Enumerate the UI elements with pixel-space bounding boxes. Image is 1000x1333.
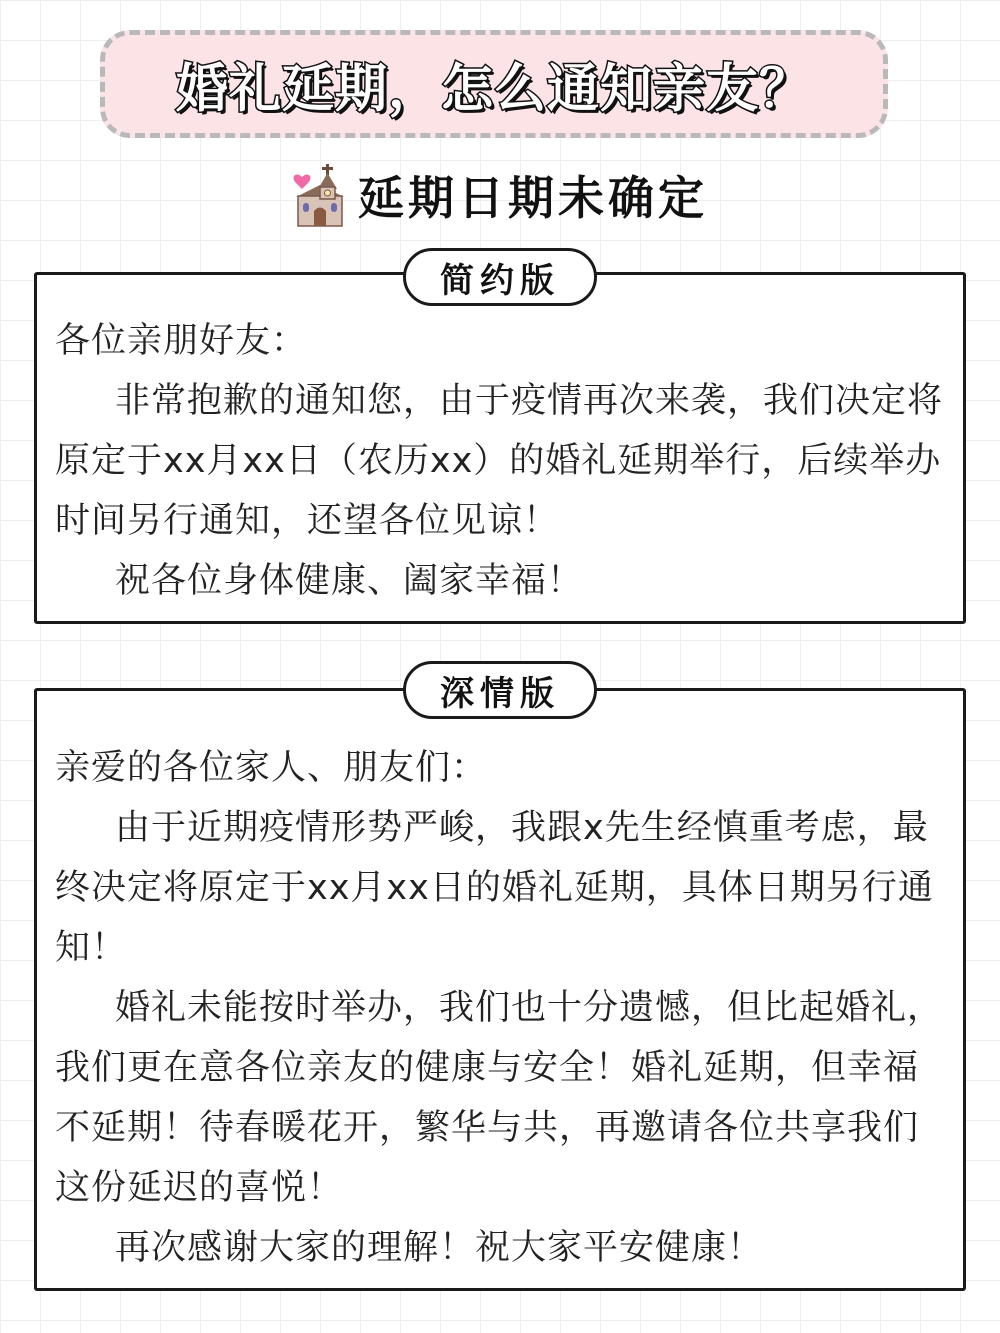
simple-paragraph: 祝各位身体健康、阖家幸福！ — [115, 561, 584, 601]
deep-paragraph: 由于近期疫情形势严峻，我跟x先生经慎重考虑，最终决定将原定于xx月xx日的婚礼延期，具体日期另行通知！ — [55, 808, 934, 968]
simple-paragraph: 非常抱歉的通知您，由于疫情再次来袭，我们决定将原定于xx月xx日（农历xx）的婚礼延期举行，后续举办时间另行通知，还望各位见谅！ — [55, 381, 944, 541]
deep-greeting: 亲爱的各位家人、朋友们： — [55, 748, 488, 788]
deep-version-card — [34, 688, 966, 1291]
page-title: 婚礼延期，怎么通知亲友？ — [175, 59, 812, 120]
simple-version-body — [55, 311, 949, 611]
title-banner — [100, 30, 888, 138]
simple-version-card — [34, 272, 966, 624]
wedding-chapel-icon — [292, 163, 348, 227]
deep-version-body — [55, 738, 949, 1278]
section-heading — [0, 160, 1000, 230]
simple-greeting: 各位亲朋好友： — [55, 321, 308, 361]
simple-version-label: 简约版 — [403, 248, 597, 306]
subtitle-text: 延期日期未确定 — [358, 171, 708, 225]
deep-paragraph: 婚礼未能按时举办，我们也十分遗憾，但比起婚礼，我们更在意各位亲友的健康与安全！婚礼延期，但幸福不延期！待春暖花开，繁华与共，再邀请各位共享我们这份延迟的喜悦！ — [55, 988, 944, 1208]
deep-version-label: 深情版 — [403, 661, 597, 719]
deep-paragraph: 再次感谢大家的理解！祝大家平安健康！ — [115, 1228, 764, 1268]
